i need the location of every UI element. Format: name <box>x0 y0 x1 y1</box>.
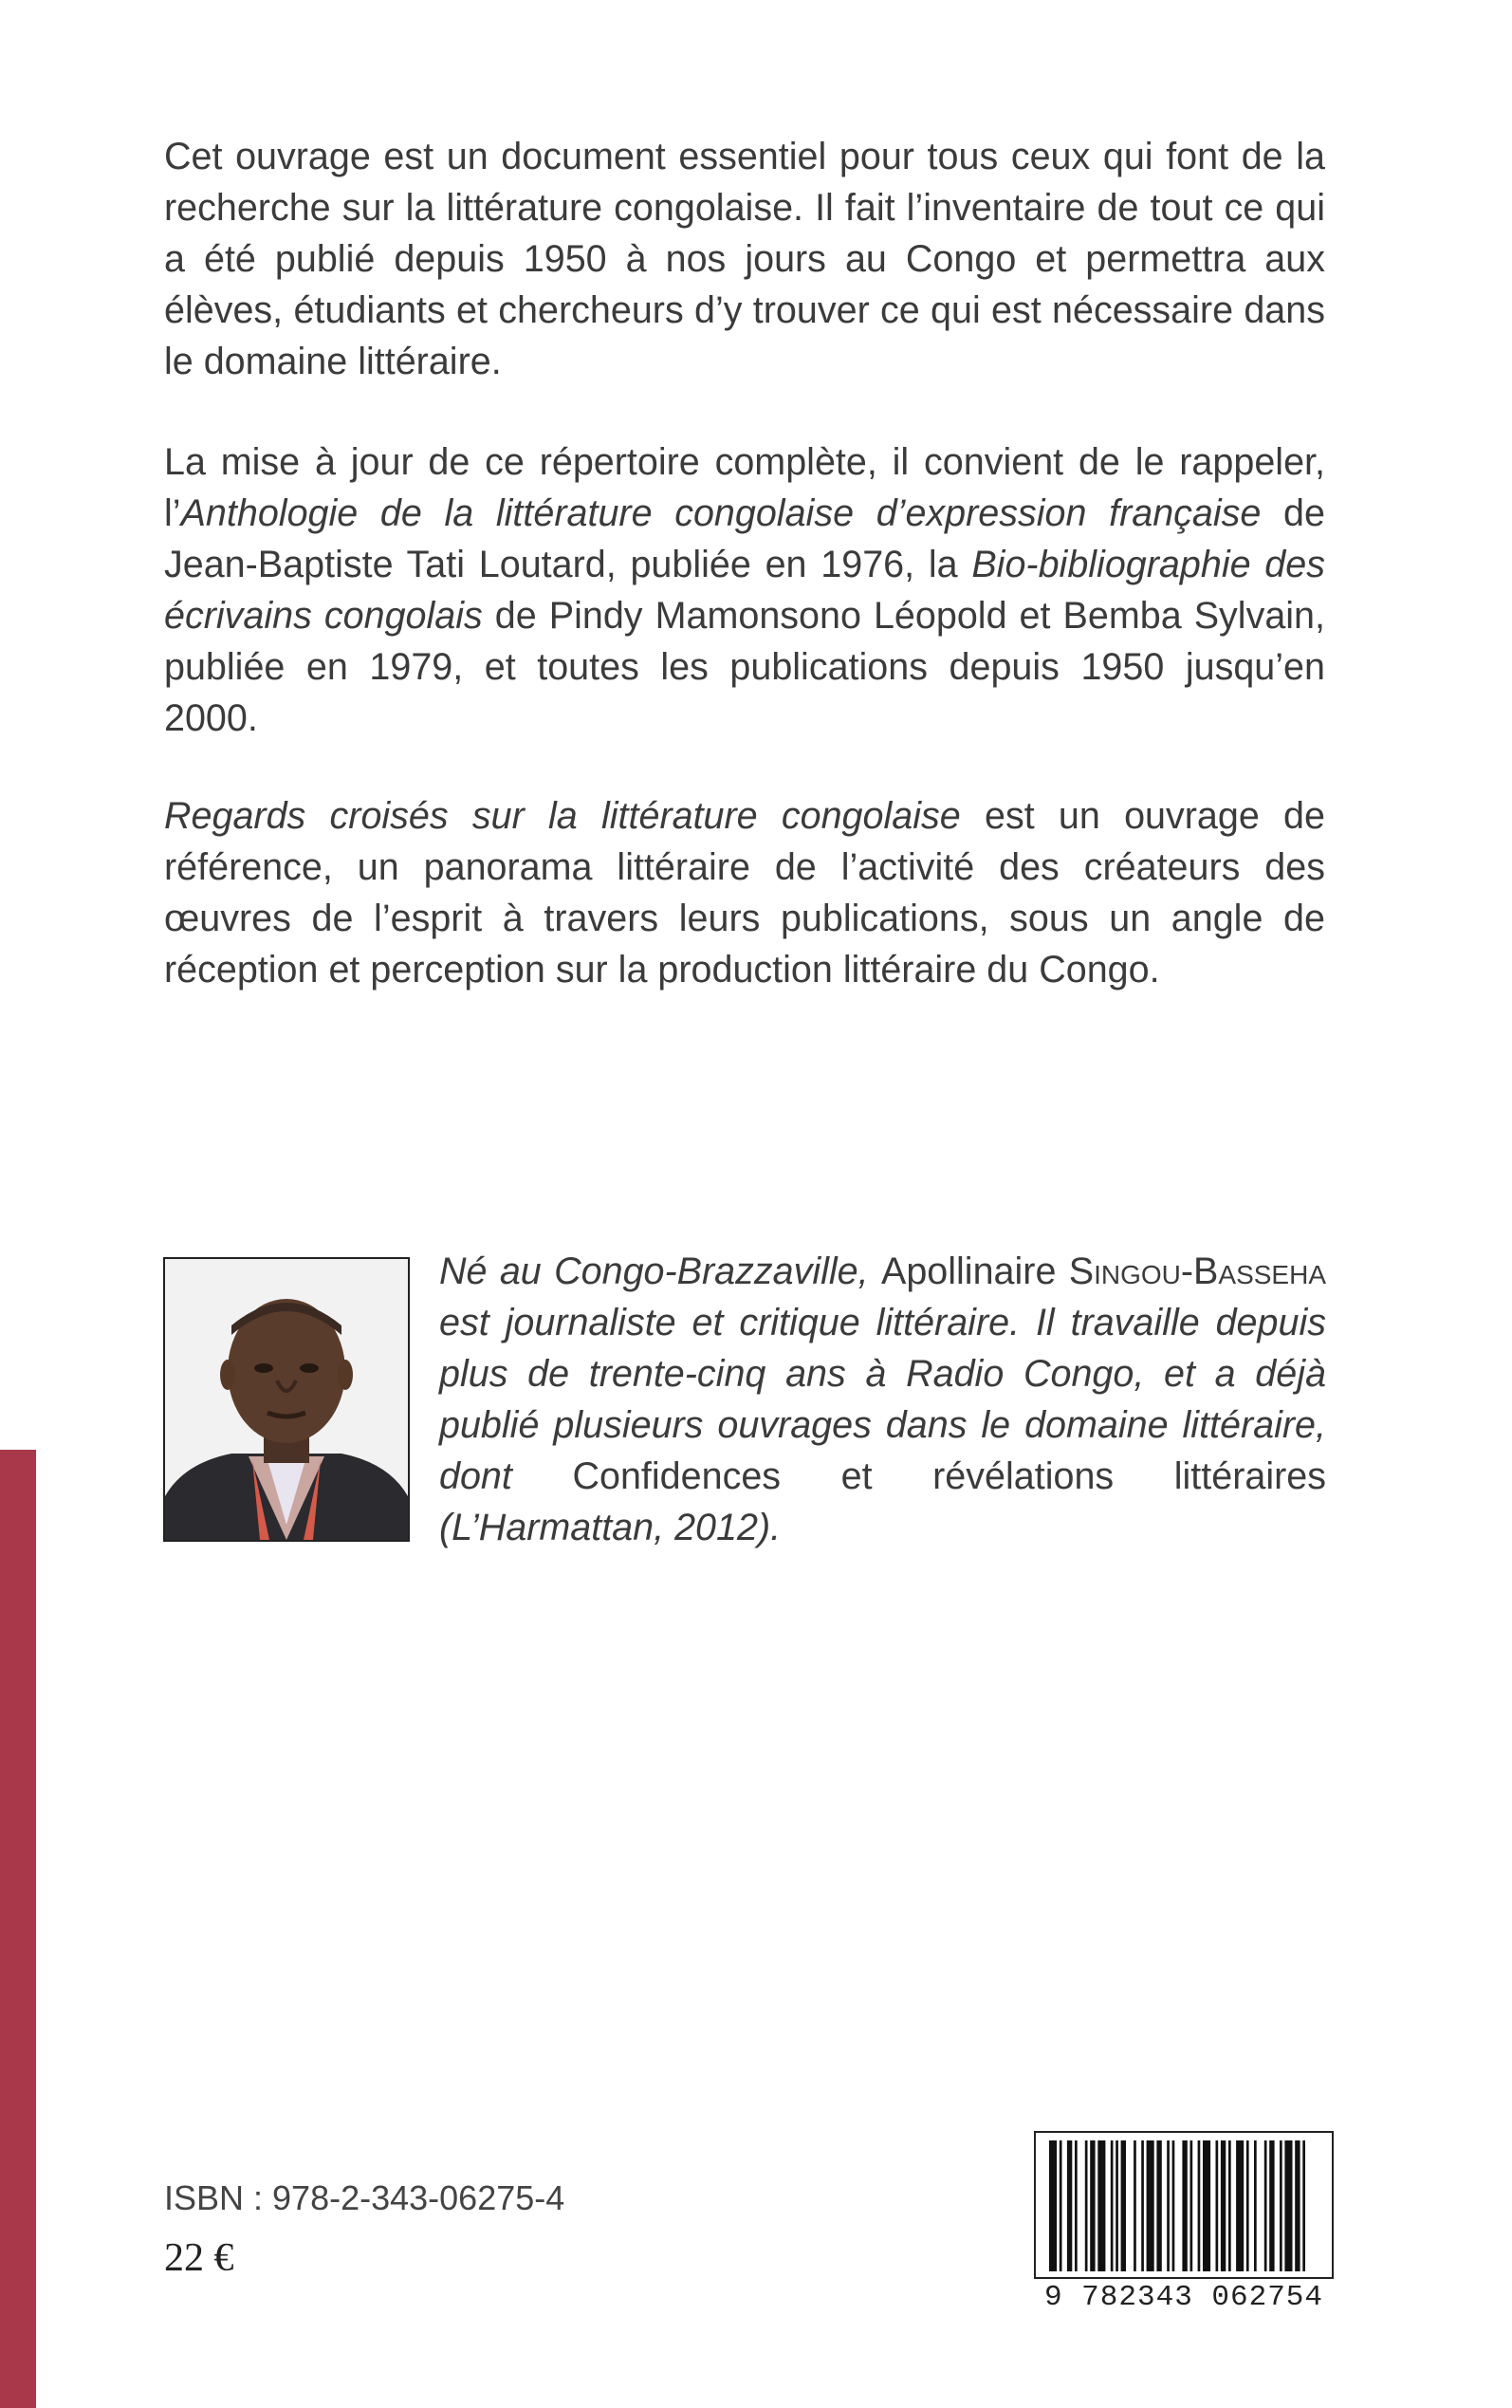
blurb-paragraph-1 <box>164 131 1325 387</box>
author-bio-text-c: (L’Harmattan, 2012). <box>439 1507 782 1548</box>
bio-bibliographie-title: Bio-bibliographie des écrivains congolais <box>164 544 1325 637</box>
barcode-bars <box>1036 2133 1332 2277</box>
spine-accent-band <box>0 1450 36 2408</box>
author-photo <box>163 1257 410 1542</box>
blurb-text-2b: de Jean-Baptiste Tati Loutard, publiée en 1976, la <box>164 492 1325 585</box>
blurb-paragraph-2 <box>164 436 1325 744</box>
barcode <box>1034 2131 1334 2279</box>
book-title: Regards croisés sur la littérature congolaise <box>164 795 961 837</box>
previous-book-title: Confidences et révélations littéraires <box>572 1455 1326 1497</box>
blurb-text-2c: de Pindy Mamonsono Léopold et Bemba Sylvain, publiée en 1979, et toutes les publications depuis 1950 jusqu’en 2000. <box>164 595 1326 739</box>
isbn-label: ISBN : 978-2-343-06275-4 <box>164 2178 565 2217</box>
blurb-paragraph-3 <box>164 790 1325 995</box>
author-name-last: Singou-Basseha <box>1068 1250 1326 1292</box>
blurb-text-1: Cet ouvrage est un document essentiel pour tous ceux qui font de la recherche sur la littérature congolaise. Il fait l’inventaire de tout ce qui a été publié depuis 1950 à nos jours au Congo et permettra aux élèves, étudiants et chercheurs d’y trouver ce qui est nécessaire dans le domaine littéraire. <box>164 136 1325 382</box>
author-bio-text-b: est journaliste et critique littéraire. Il travaille depuis plus de trente-cinq ans à Radio Congo, et a déjà publié plusieurs ouvrages dans le domaine littéraire, dont <box>439 1302 1326 1497</box>
author-name-first: Apollinaire <box>880 1250 1069 1292</box>
barcode-digits: 9 782343 062754 <box>1043 2281 1324 2314</box>
blurb-text-2a: La mise à jour de ce répertoire complète, il convient de le rappeler, l’ <box>164 441 1325 534</box>
anthologie-title: Anthologie de la littérature congolaise d’expression française <box>180 492 1262 534</box>
author-bio-text-a: Né au Congo-Brazzaville, <box>439 1250 881 1292</box>
blurb-text-3: est un ouvrage de référence, un panorama littéraire de l’activité des créateurs des œuvres de l’esprit à travers leurs publications, sous un angle de réception et perception sur la production littéraire du Congo. <box>164 795 1325 991</box>
price-label: 22 € <box>164 2236 234 2280</box>
author-bio <box>439 1246 1326 1553</box>
